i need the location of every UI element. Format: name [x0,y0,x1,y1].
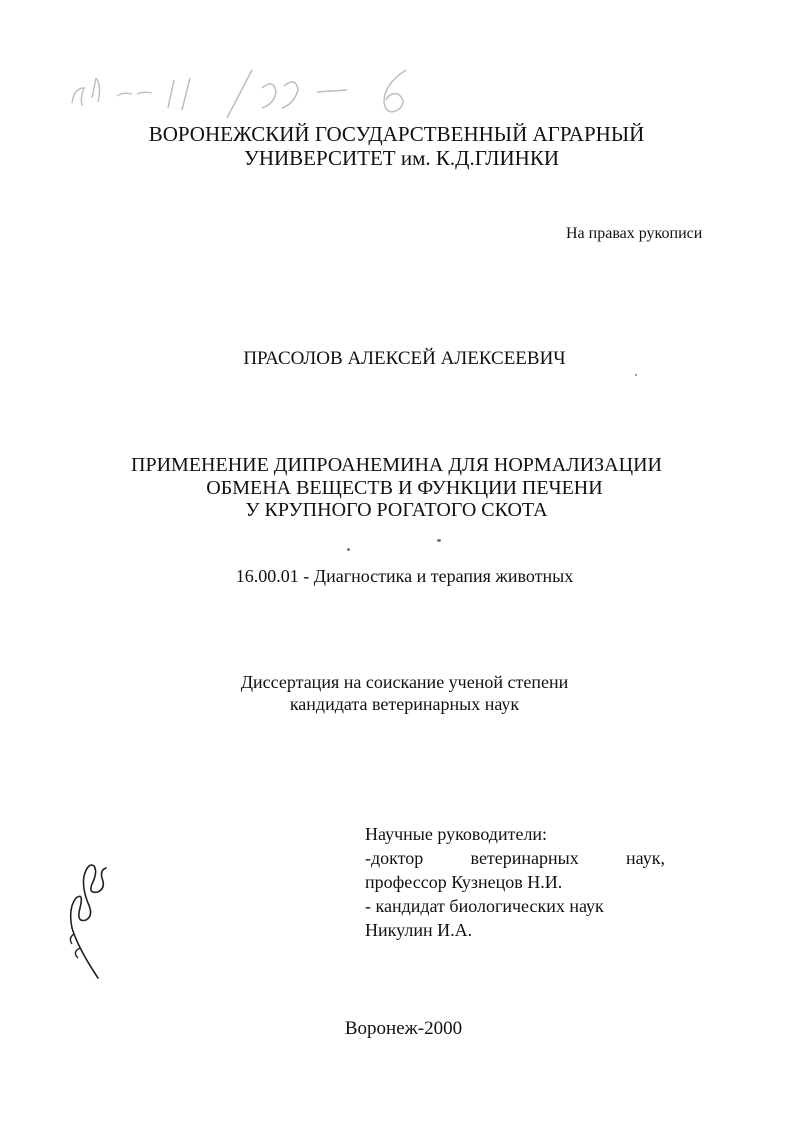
title-line-2: ОБМЕНА ВЕЩЕСТВ И ФУНКЦИИ ПЕЧЕНИ [206,477,603,499]
supervisor-1-title [365,846,665,870]
city-year: Воронеж-2000 [344,1018,463,1039]
supervisor-2-title: - кандидат биологических наук [365,896,604,916]
supervisor-1-name: профессор Кузнецов Н.И. [365,872,563,892]
author-name: ПРАСОЛОВ АЛЕКСЕЙ АЛЕКСЕЕВИЧ [243,348,566,369]
supervisor-1-title-word: ветеринарных [470,848,579,868]
supervisors-block [365,822,665,942]
degree-line-2: кандидата ветеринарных наук [289,694,520,714]
supervisor-1-title-word: наук, [626,848,665,868]
handwritten-archive-note [62,58,462,128]
handwritten-signature [58,848,118,988]
supervisor-1-title-word: -доктор [365,848,424,868]
title-line-3: У КРУПНОГО РОГАТОГО СКОТА [245,499,548,521]
scan-speck [437,539,441,542]
title-line-1: ПРИМЕНЕНИЕ ДИПРОАНЕМИНА ДЛЯ НОРМАЛИЗАЦИИ [131,454,662,476]
degree-line-1: Диссертация на соискание ученой степени [240,672,569,692]
scan-speck [347,548,350,551]
supervisors-heading: Научные руководители: [365,824,548,844]
institution-line-2: УНИВЕРСИТЕТ им. К.Д.ГЛИНКИ [243,146,560,170]
scan-speck [635,374,637,376]
supervisor-2-name: Никулин И.А. [365,920,473,940]
specialty: 16.00.01 - Диагностика и терапия животных [235,566,574,586]
institution-line-1: ВОРОНЕЖСКИЙ ГОСУДАРСТВЕННЫЙ АГРАРНЫЙ [148,122,645,146]
manuscript-note: На правах рукописи [566,225,703,242]
